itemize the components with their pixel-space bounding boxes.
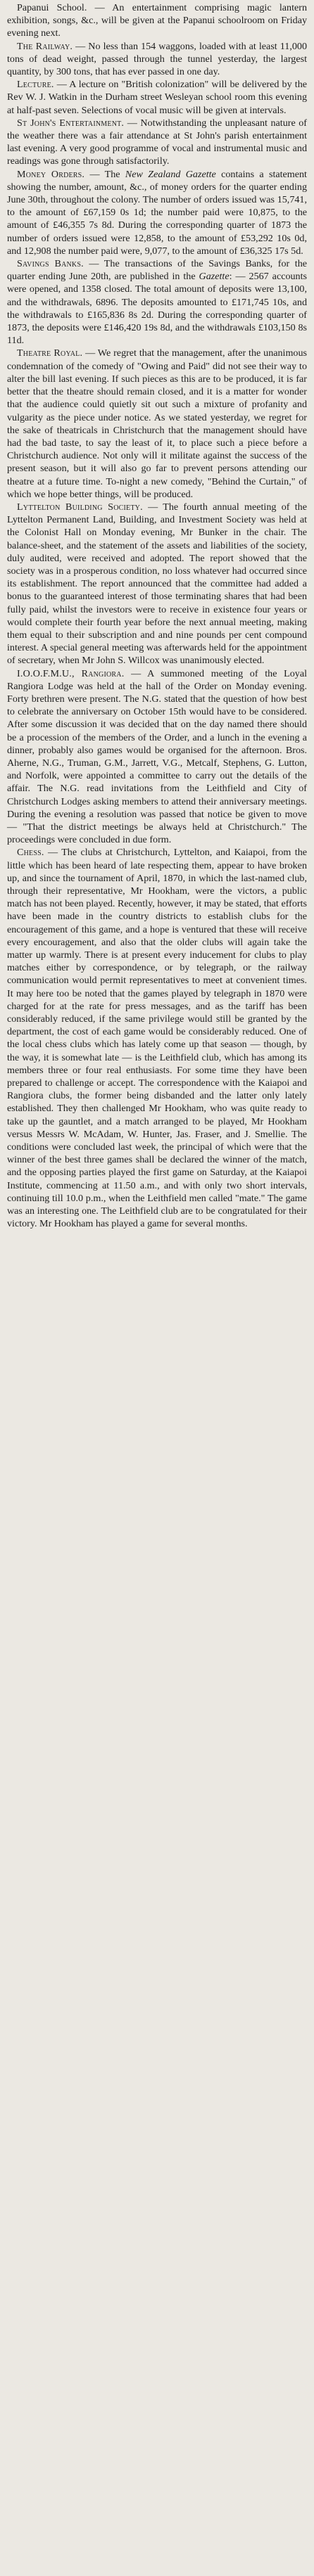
paragraph-text: contains a statement showing the number, amount, &c., of money orders for the quarter ending June 30th, throughout the colony. The number of orders issued was 15,741, to the amount of £67,159 0s 1d; the number paid were 10,875, to the amount of £46,355 7s 8d. During the corresponding quarter of 1873 the number of orders issued were 12,858, to the amount of £53,292 10s 0d, and 12,908 the number paid were, 9,077, to the amount of £36,325 17s 5d. [7, 168, 307, 257]
item-money-orders [7, 168, 307, 257]
item-heading: Lyttelton Building Society. [17, 501, 143, 513]
gazette-title: Gazette [199, 271, 230, 283]
item-ioofmu-rangiora [7, 667, 307, 847]
item-lyttelton-building-society [7, 501, 307, 667]
item-heading: Lecture. [17, 79, 54, 91]
item-savings-banks [7, 257, 307, 347]
item-st-johns-entertainment [7, 117, 307, 168]
item-heading: The Railway. [17, 40, 73, 52]
item-theatre-royal [7, 347, 307, 500]
paragraph-text: — No less than 154 waggons, loaded with at least 11,000 tons of dead weight, passed through the tunnel yesterday, the largest quantity, by 300 tons, that has ever passed in one day. [7, 40, 308, 78]
item-chess [7, 846, 307, 1230]
gazette-title: New Zealand Gazette [125, 168, 216, 180]
paragraph-text: : — 2567 accounts were opened, and 1358 closed. The total amount of deposits were 13,100, and the withdrawals, 6896. The deposits amounted to £171,745 10s, and the withdrawals to £165,836 8s 2d. During the corresponding quarter of 1873, the deposits were £146,420 19s 8d, and the withdrawals £103,150 8s 11d. [7, 271, 307, 347]
paragraph-text: — The fourth annual meeting of the Lyttelton Permanent Land, Building, and Investment Society was held at the Colonist Hall on Monday evening, Mr Bunker in the chair. The balance-sheet, and the statement of the assets and liabilities of the society, duly audited, were received and adopted. The report showed that the society was in a prosperous condition, no loss whatever had occurred since its establishment. The report announced that the committee had added a bonus to the guaranteed interest of those terminating shares that had been fully paid, whilst the investors were to receive in existence four years or would complete their fourth year before the next annual meeting, making them equal to their subscription and and nine pounds per cent compound interest. A special general meeting was afterwards held for the appointment of secretary, when Mr John S. Willcox was unanimously elected. [7, 501, 307, 667]
paragraph-text: — Notwithstanding the unpleasant nature of the weather there was a fair attendance at St John's parish entertainment last evening. A very good programme of vocal and instrumental music and readings was gone through satisfactorily. [7, 117, 307, 167]
item-heading: Chess. [17, 847, 44, 859]
item-lecture [7, 78, 307, 117]
paragraph-text: — A summoned meeting of the Loyal Rangiora Lodge was held at the hall of the Order on Monday evening. Forty brethren were present. The N.G. stated that the question of how best to celebrate the anniversary on October 15th would have to be considered. After some discussion it was decided that on the day named there should be a procession of the members of the Order, and a lunch in the evening a dinner, probably also games would be organised for the afternoon. Bros. Aherne, N.G., Truman, G.M., Jarrett, V.G., Metcalf, Stephens, G. Lutton, and Norfolk, were appointed a committee to carry out the details of the affair. The N.G. read invitations from the Leithfield and City of Christchurch Lodges asking members to attend their anniversary meetings. During the evening a resolution was passed that notice be given to move — "That the district meetings be always held at Christchurch." The proceedings were concluded in due form. [7, 667, 307, 846]
paragraph-text: — A lecture on "British colonization" will be delivered by the Rev W. J. Watkin in the Durham street Wesleyan school room this evening at half-past seven. Selections of vocal music will be given at intervals. [7, 79, 307, 116]
item-heading: St John's Entertainment. [17, 117, 125, 129]
paragraph-text: — The clubs at Christchurch, Lyttelton, and Kaiapoi, from the little which has been heard of late respecting them, appear to have broken up, and since the tournament of April, 1870, in which the last-named club, through their representative, Mr Hookham, were the victors, a public match has not been played. Recently, however, it may be stated, that efforts have been made in the country districts to establish clubs for the encouragement of this game, and a hope is ventured that these will receive every encouragement, and also that the older clubs will again take the matter up warmly. There is at present every inducement for clubs to play matches either by correspondence, or by telegraph, or the railway communication would permit representatives to meet at convenient times. It may here too be noted that the games played by telegraph in 1870 were charged for at the rate for press messages, and as the tariff has been considerably reduced, if the same privilege would still be granted by the department, the cost of each game would be considerably reduced. One of the local chess clubs which has lately come up that season — though, by the way, it is somewhat late — is the Leithfield club, which has among its members three or four real enthusiasts. For some time they have been prepared to challenge or accept. The correspondence with the Kaiapoi and Rangiora clubs, the former being disbanded and the latter only lately established. They then challenged Mr Hookham, who was quite ready to take up the gauntlet, and a match arranged to be played, Mr Hookham versus Messrs W. McAdam, W. Hunter, Jas. Fraser, and J. Smellie. The conditions were concluded last week, the principal of which were that the winner of the best three games shall be declared the winner of the match, and the opposing parties played the first game on Saturday, at the Kaiapoi Institute, commencing at 11.50 a.m., and with only two short intervals, continuing till 10.0 p.m., when the Leithfield men called "mate." The game was an interesting one. The Leithfield club are to be congratulated for their victory. Mr Hookham has played a game for several months. [7, 847, 307, 1230]
item-papanui-school [7, 1, 307, 40]
item-the-railway [7, 40, 307, 79]
item-heading: Theatre Royal. [17, 347, 83, 359]
item-heading: Money Orders. [17, 168, 85, 180]
paragraph-text: — The transactions of the Savings Banks, for the quarter ending June 20th, are published in the [7, 258, 307, 283]
paragraph-text: Papanui School. — An entertainment comprising magic lantern exhibition, songs, &c., will be given at the Papanui schoolroom on Friday evening next. [7, 2, 307, 39]
paragraph-text: — We regret that the management, after the unanimous condemnation of the comedy of "Owing and Paid" did not see their way to alter the bill last evening. If such pieces as this are to be produced, it is far better that the theatre should remain closed, and it is a matter for wonder that the audience could quietly sit out such a mixture of profanity and vulgarity as the piece under notice. As we stated yesterday, we regret for the sake of theatricals in Christchurch that the management should have had the bad taste, to say the least of it, to place such a piece before a Christchurch audience. Not only will it militate against the success of the present season, but it will also go far to prevent persons attending our theatre at a future time. To-night a new comedy, "Behind the Curtain," of which we hope better things, will be produced. [7, 347, 307, 500]
item-heading: Savings Banks. [17, 258, 84, 270]
paragraph-text: — The [84, 168, 125, 180]
item-heading: I.O.O.F.M.U., Rangiora. [17, 667, 125, 679]
